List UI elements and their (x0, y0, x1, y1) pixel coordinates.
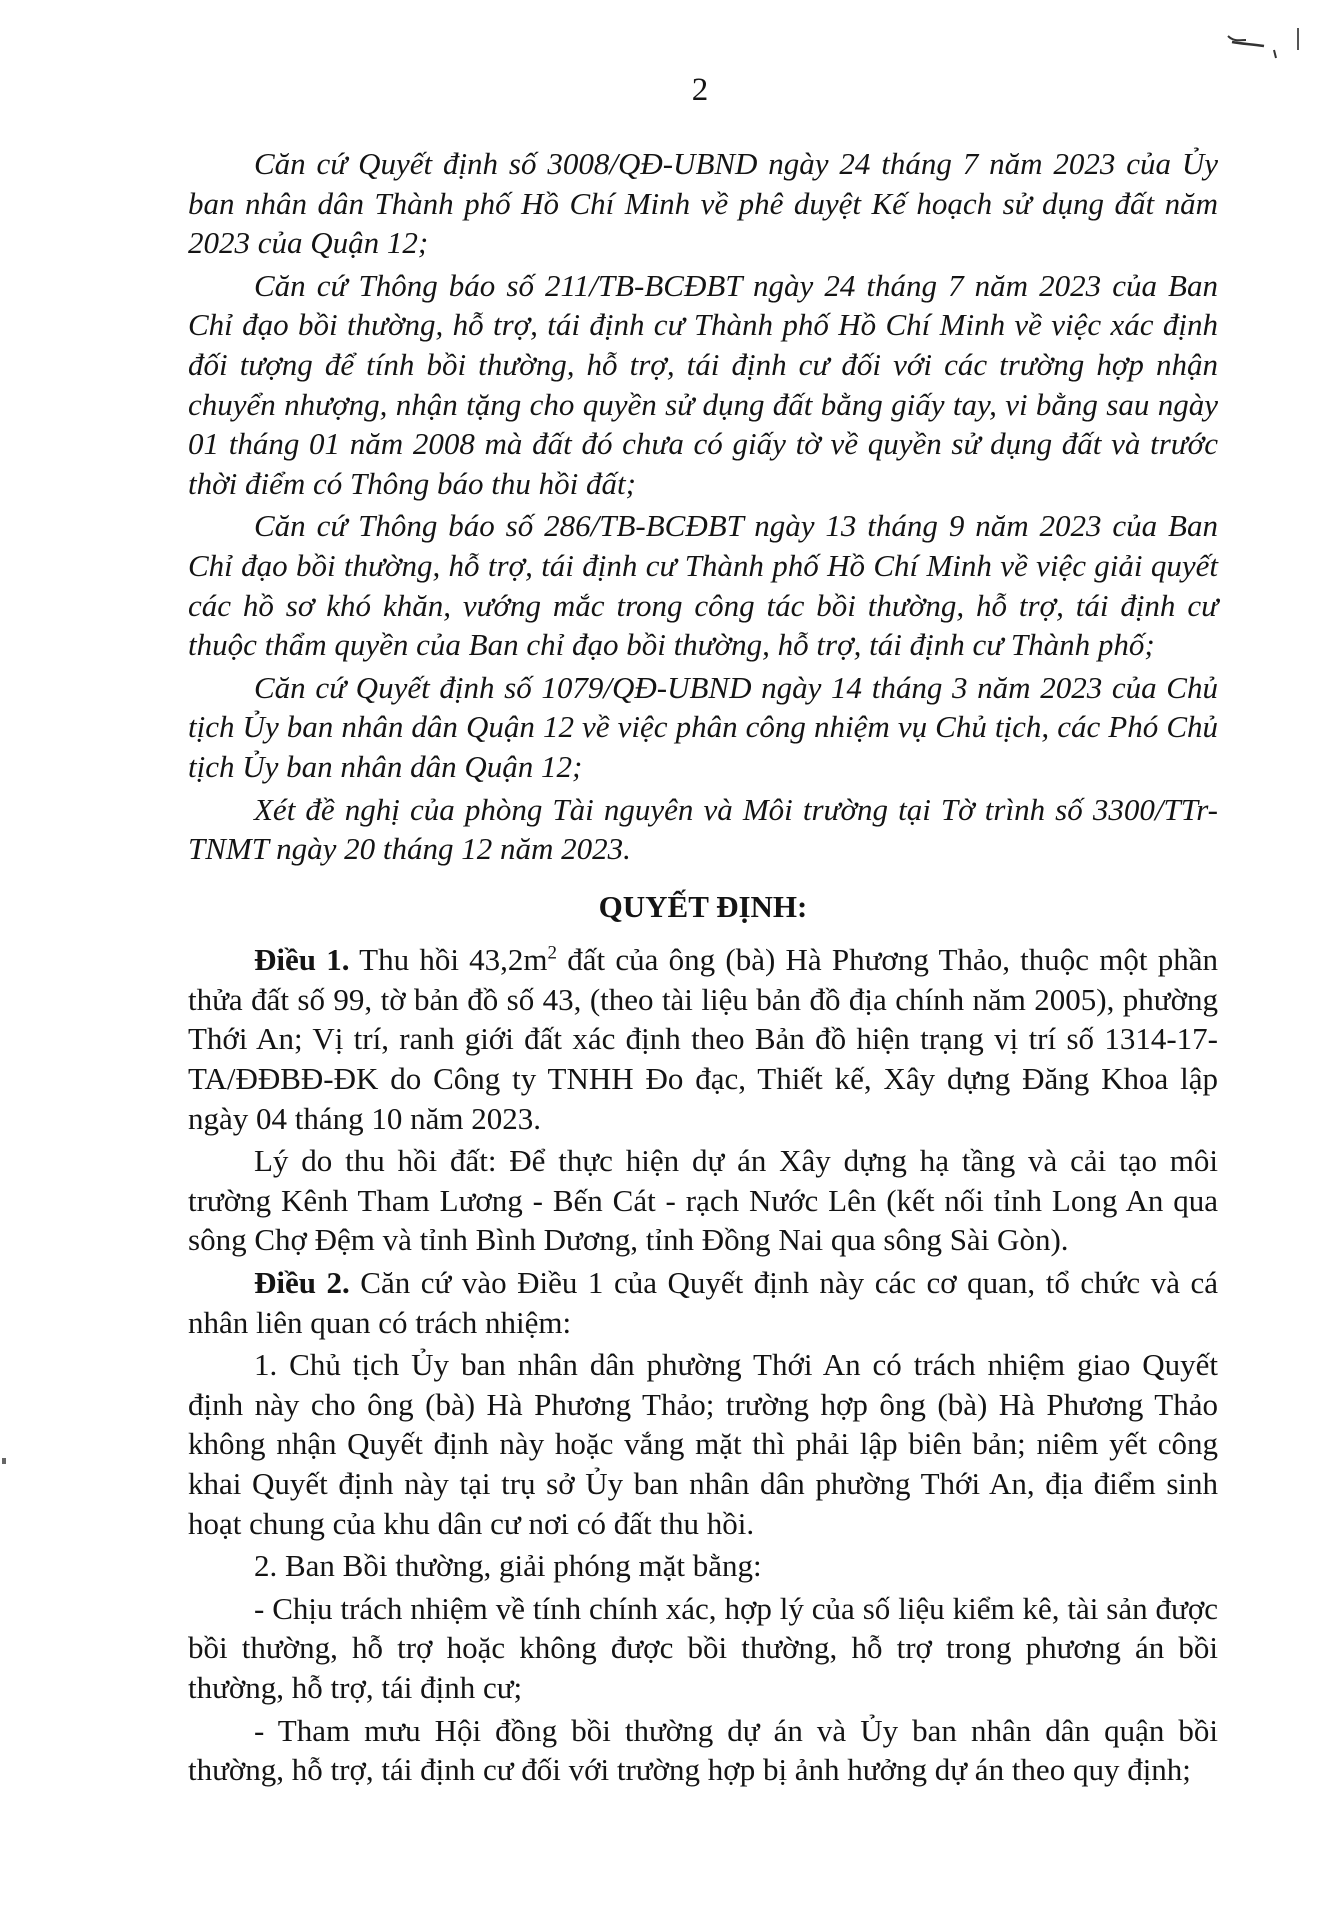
preamble-paragraph: Căn cứ Quyết định số 3008/QĐ-UBND ngày 24 tháng 7 năm 2023 của Ủy ban nhân dân Thành phố Hồ Chí Minh về phê duyệt Kế hoạch sử dụng đất năm 2023 của Quận 12; (188, 146, 1218, 261)
article-1-paragraph (188, 940, 1218, 1138)
article-1-text-start: Thu hồi 43,2m (349, 942, 548, 978)
article-1-reason: Lý do thu hồi đất: Để thực hiện dự án Xây dựng hạ tầng và cải tạo môi trường Kênh Tham Lương - Bến Cát - rạch Nước Lên (kết nối tỉnh Long An qua sông Chợ Đệm và tỉnh Bình Dương, tỉnh Đồng Nai qua sông Sài Gòn). (188, 1143, 1218, 1258)
handwritten-mark (1226, 28, 1316, 78)
article-2-text: Căn cứ vào Điều 1 của Quyết định này các cơ quan, tổ chức và cá nhân liên quan có trách nhiệm: (188, 1265, 1218, 1340)
page-number: 2 (691, 72, 709, 108)
decision-title: QUYẾT ĐỊNH: (598, 888, 808, 924)
article-2-item-2-bullet: - Chịu trách nhiệm về tính chính xác, hợp lý của số liệu kiểm kê, tài sản được bồi thường, hỗ trợ hoặc không được bồi thường, hỗ trợ trong phương án bồi thường, hỗ trợ, tái định cư; (188, 1590, 1218, 1705)
preamble-paragraph: Căn cứ Thông báo số 211/TB-BCĐBT ngày 24 tháng 7 năm 2023 của Ban Chỉ đạo bồi thường, hỗ trợ, tái định cư Thành phố Hồ Chí Minh về việc xác định đối tượng để tính bồi thường, hỗ trợ, tái định cư đối với các trường hợp nhận chuyển nhượng, nhận tặng cho quyền sử dụng đất bằng giấy tay, vi bằng sau ngày 01 tháng 01 năm 2008 mà đất đó chưa có giấy tờ về quyền sử dụng đất và trước thời điểm có Thông báo thu hồi đất; (188, 267, 1218, 501)
article-2-paragraph (188, 1263, 1218, 1342)
article-1-label: Điều 1. (254, 942, 350, 978)
preamble-paragraph: Căn cứ Quyết định số 1079/QĐ-UBND ngày 14 tháng 3 năm 2023 của Chủ tịch Ủy ban nhân dân Quận 12 về việc phân công nhiệm vụ Chủ tịch, các Phó Chủ tịch Ủy ban nhân dân Quận 12; (188, 669, 1218, 784)
article-1-text-end: đất của ông (bà) Hà Phương Thảo, thuộc một phần thửa đất số 99, tờ bản đồ số 43, (theo tài liệu bản đồ địa chính năm 2005), phường Thới An; Vị trí, ranh giới đất xác định theo Bản đồ hiện trạng vị trí số 1314-17-TA/ĐĐBĐ-ĐK do Công ty TNHH Đo đạc, Thiết kế, Xây dựng Đăng Khoa lập ngày 04 tháng 10 năm 2023. (188, 942, 1219, 1136)
scan-artifact (2, 1458, 6, 1464)
article-2-label: Điều 2. (254, 1265, 350, 1301)
article-2-item-1: 1. Chủ tịch Ủy ban nhân dân phường Thới An có trách nhiệm giao Quyết định này cho ông (bà) Hà Phương Thảo; trường hợp ông (bà) Hà Phương Thảo không nhận Quyết định này hoặc vắng mặt thì phải lập biên bản; niêm yết công khai Quyết định này tại trụ sở Ủy ban nhân dân phường Thới An, địa điểm sinh hoạt chung của khu dân cư nơi có đất thu hồi. (188, 1347, 1218, 1541)
area-unit-superscript: 2 (547, 942, 558, 964)
document-body (188, 144, 1218, 1790)
article-2-item-2: 2. Ban Bồi thường, giải phóng mặt bằng: (254, 1548, 762, 1584)
preamble-paragraph: Căn cứ Thông báo số 286/TB-BCĐBT ngày 13 tháng 9 năm 2023 của Ban Chỉ đạo bồi thường, hỗ trợ, tái định cư Thành phố Hồ Chí Minh về việc giải quyết các hồ sơ khó khăn, vướng mắc trong công tác bồi thường, hỗ trợ, tái định cư thuộc thẩm quyền của Ban chỉ đạo bồi thường, hỗ trợ, tái định cư Thành phố; (188, 508, 1218, 663)
article-2-item-2-bullet: - Tham mưu Hội đồng bồi thường dự án và Ủy ban nhân dân quận bồi thường, hỗ trợ, tái định cư đối với trường hợp bị ảnh hưởng dự án theo quy định; (188, 1712, 1218, 1788)
preamble-paragraph: Xét đề nghị của phòng Tài nguyên và Môi trường tại Tờ trình số 3300/TTr-TNMT ngày 20 tháng 12 năm 2023. (188, 791, 1218, 867)
